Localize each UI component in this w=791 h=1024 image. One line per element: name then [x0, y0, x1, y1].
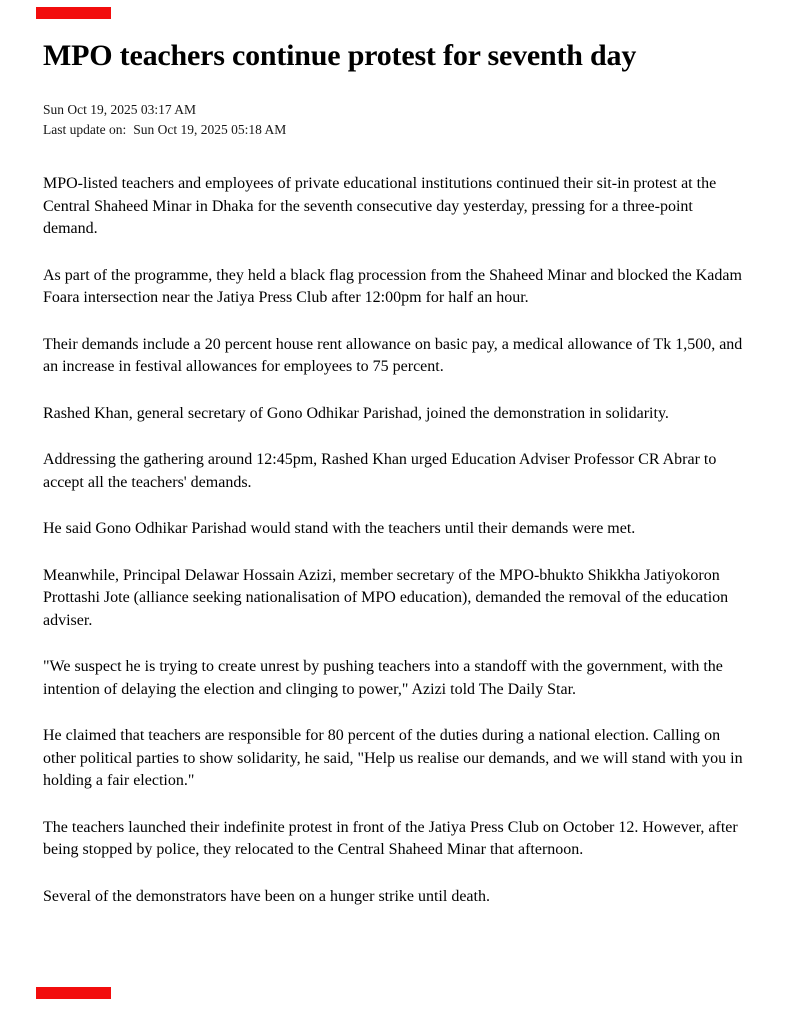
- publish-date: Sun Oct 19, 2025 03:17 AM: [43, 102, 197, 117]
- article-paragraph: Several of the demonstrators have been on a hunger strike until death.: [43, 887, 490, 905]
- article-paragraph: MPO-listed teachers and employees of private educational institutions continued their sit-in protest at the Central Shaheed Minar in Dhaka for the seventh consecutive day yesterday, pressing for a three-point demand.: [43, 175, 717, 237]
- last-update-label: Last update on:: [43, 122, 127, 137]
- article-title: MPO teachers continue protest for seventh day: [43, 39, 637, 72]
- article-paragraph: As part of the programme, they held a black flag procession from the Shaheed Minar and blocked the Kadam Foara intersection near the Jatiya Press Club after 12:00pm for half an hour.: [43, 266, 742, 306]
- article-paragraph: Rashed Khan, general secretary of Gono Odhikar Parishad, joined the demonstration in solidarity.: [43, 404, 669, 422]
- article-paragraph: The teachers launched their indefinite protest in front of the Jatiya Press Club on October 12. However, after being stopped by police, they relocated to the Central Shaheed Minar that afternoon.: [43, 818, 738, 858]
- article-paragraph: Their demands include a 20 percent house rent allowance on basic pay, a medical allowance of Tk 1,500, and an increase in festival allowances for employees to 75 percent.: [43, 335, 743, 375]
- last-update-row: [43, 120, 750, 140]
- article-meta: [43, 100, 750, 140]
- article-paragraph: He claimed that teachers are responsible for 80 percent of the duties during a national election. Calling on other political parties to show solidarity, he said, "Help us realise our demands, and we will stand with you in holding a fair election.": [43, 727, 743, 789]
- redaction-mark-bottom: [36, 987, 111, 999]
- article-body: [43, 173, 750, 908]
- last-update-value: Sun Oct 19, 2025 05:18 AM: [133, 122, 287, 137]
- article-paragraph: He said Gono Odhikar Parishad would stand with the teachers until their demands were met.: [43, 520, 636, 537]
- article-paragraph: Addressing the gathering around 12:45pm, Rashed Khan urged Education Adviser Professor CR Abrar to accept all the teachers' demands.: [43, 451, 717, 491]
- article-paragraph: "We suspect he is trying to create unrest by pushing teachers into a standoff with the government, with the intention of delaying the election and clinging to power," Azizi told The Daily Star.: [43, 658, 723, 698]
- article-paragraph: Meanwhile, Principal Delawar Hossain Azizi, member secretary of the MPO-bhukto Shikkha Jatiyokoron Prottashi Jote (alliance seeking nationalisation of MPO education), demanded the removal of the education adviser.: [43, 566, 729, 629]
